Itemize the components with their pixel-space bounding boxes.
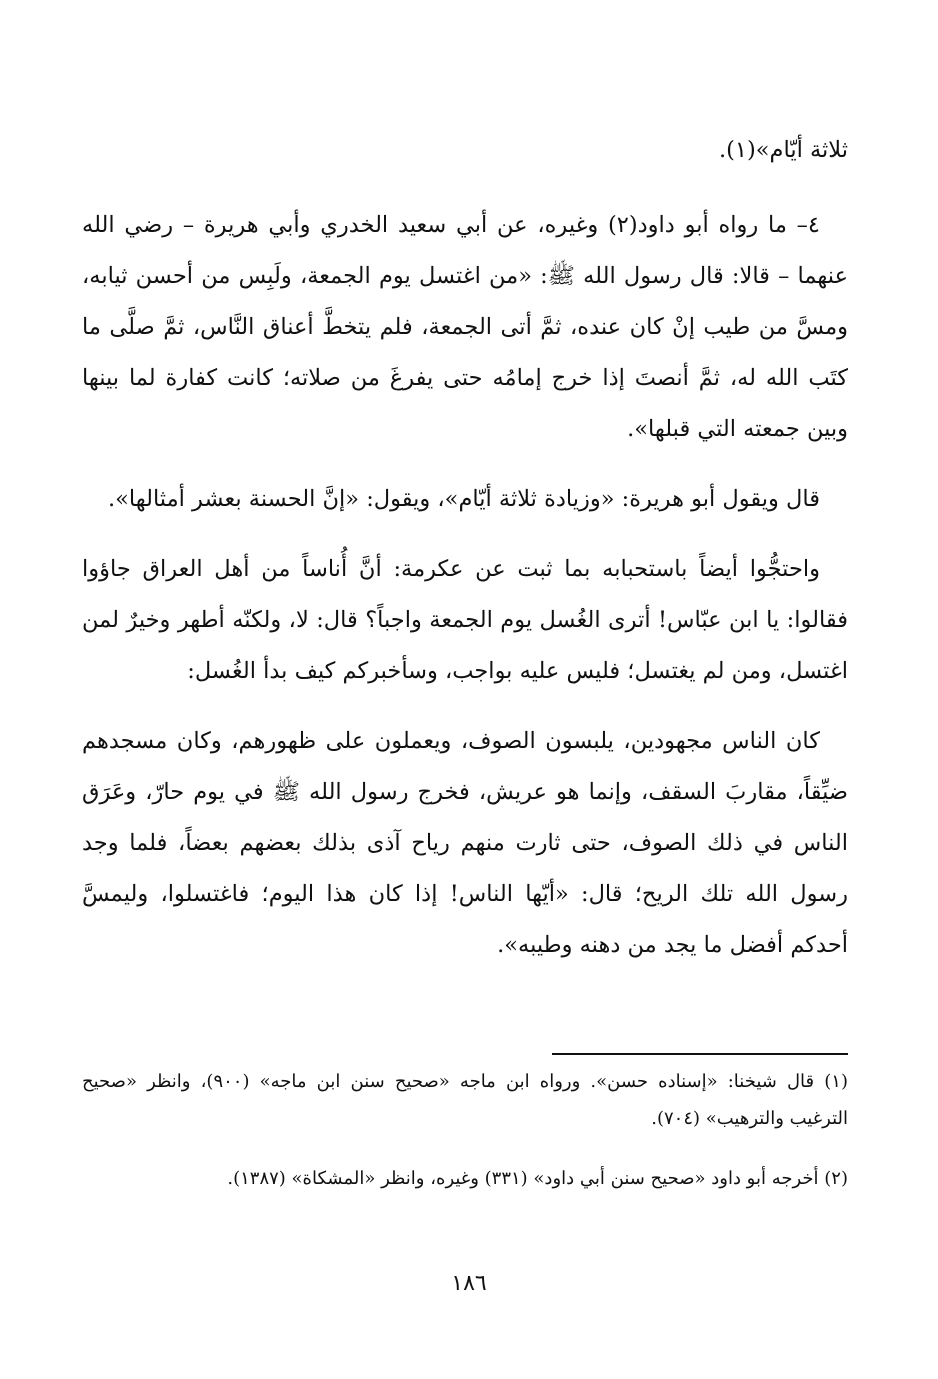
main-text — [82, 125, 848, 990]
paragraph-ikrimah: واحتجُّوا أيضاً باستحبابه بما ثبت عن عكرمة: أنَّ أُناساً من أهل العراق جاؤوا فقالوا: يا ابن عبّاس! أترى الغُسل يوم الجمعة واجباً؟ قال: لا، ولكنّه أطهر وخيرٌ لمن اغتسل، ومن لم يغتسل؛ فليس عليه بواجب، وسأخبركم كيف بدأ الغُسل: — [82, 556, 848, 684]
paragraph-abu-hurairah: قال ويقول أبو هريرة: «وزيادة ثلاثة أيّام»، ويقول: «إنَّ الحسنة بعشر أمثالها». — [107, 486, 820, 512]
footnote-1: (١) قال شيخنا: «إسناده حسن». ورواه ابن ماجه «صحيح سنن ابن ماجه» (٩٠٠)، وانظر «صحيح الترغيب والترهيب» (٧٠٤). — [82, 1071, 848, 1129]
paragraph-narration: كان الناس مجهودين، يلبسون الصوف، ويعملون على ظهورهم، وكان مسجدهم ضيِّقاً، مقاربَ السقف، وإنما هو عريش، فخرج رسول الله ﷺ في يوم حارّ، وعَرَق الناس في ذلك الصوف، حتى ثارت منهم رياح آذى بذلك بعضهم بعضاً، فلما وجد رسول الله تلك الريح؛ قال: «أيّها الناس! إذا كان هذا اليوم؛ فاغتسلوا، وليمسَّ أحدكم أفضل ما يجد من دهنه وطيبه». — [82, 728, 848, 958]
paragraph-continuation: ثلاثة أيّام»(١). — [718, 137, 848, 163]
page-number: ١٨٦ — [451, 1271, 487, 1296]
footnote-2: (٢) أخرجه أبو داود «صحيح سنن أبي داود» (٣٣١) وغيره، وانظر «المشكاة» (١٣٨٧). — [227, 1168, 848, 1189]
paragraph-hadith-4: ٤– ما رواه أبو داود(٢) وغيره، عن أبي سعيد الخدري وأبي هريرة – رضي الله عنهما – قالا: قال رسول الله ﷺ: «من اغتسل يوم الجمعة، ولَبِس من أحسن ثيابه، ومسَّ من طيب إنْ كان عنده، ثمَّ أتى الجمعة، فلم يتخطَّ أعناق النَّاس، ثمَّ صلَّى ما كتَب الله له، ثمَّ أنصتَ إذا خرج إمامُه حتى يفرغَ من صلاته؛ كانت كفارة لما بينها وبين جمعته التي قبلها». — [82, 212, 848, 442]
footnote-divider — [552, 1053, 848, 1055]
